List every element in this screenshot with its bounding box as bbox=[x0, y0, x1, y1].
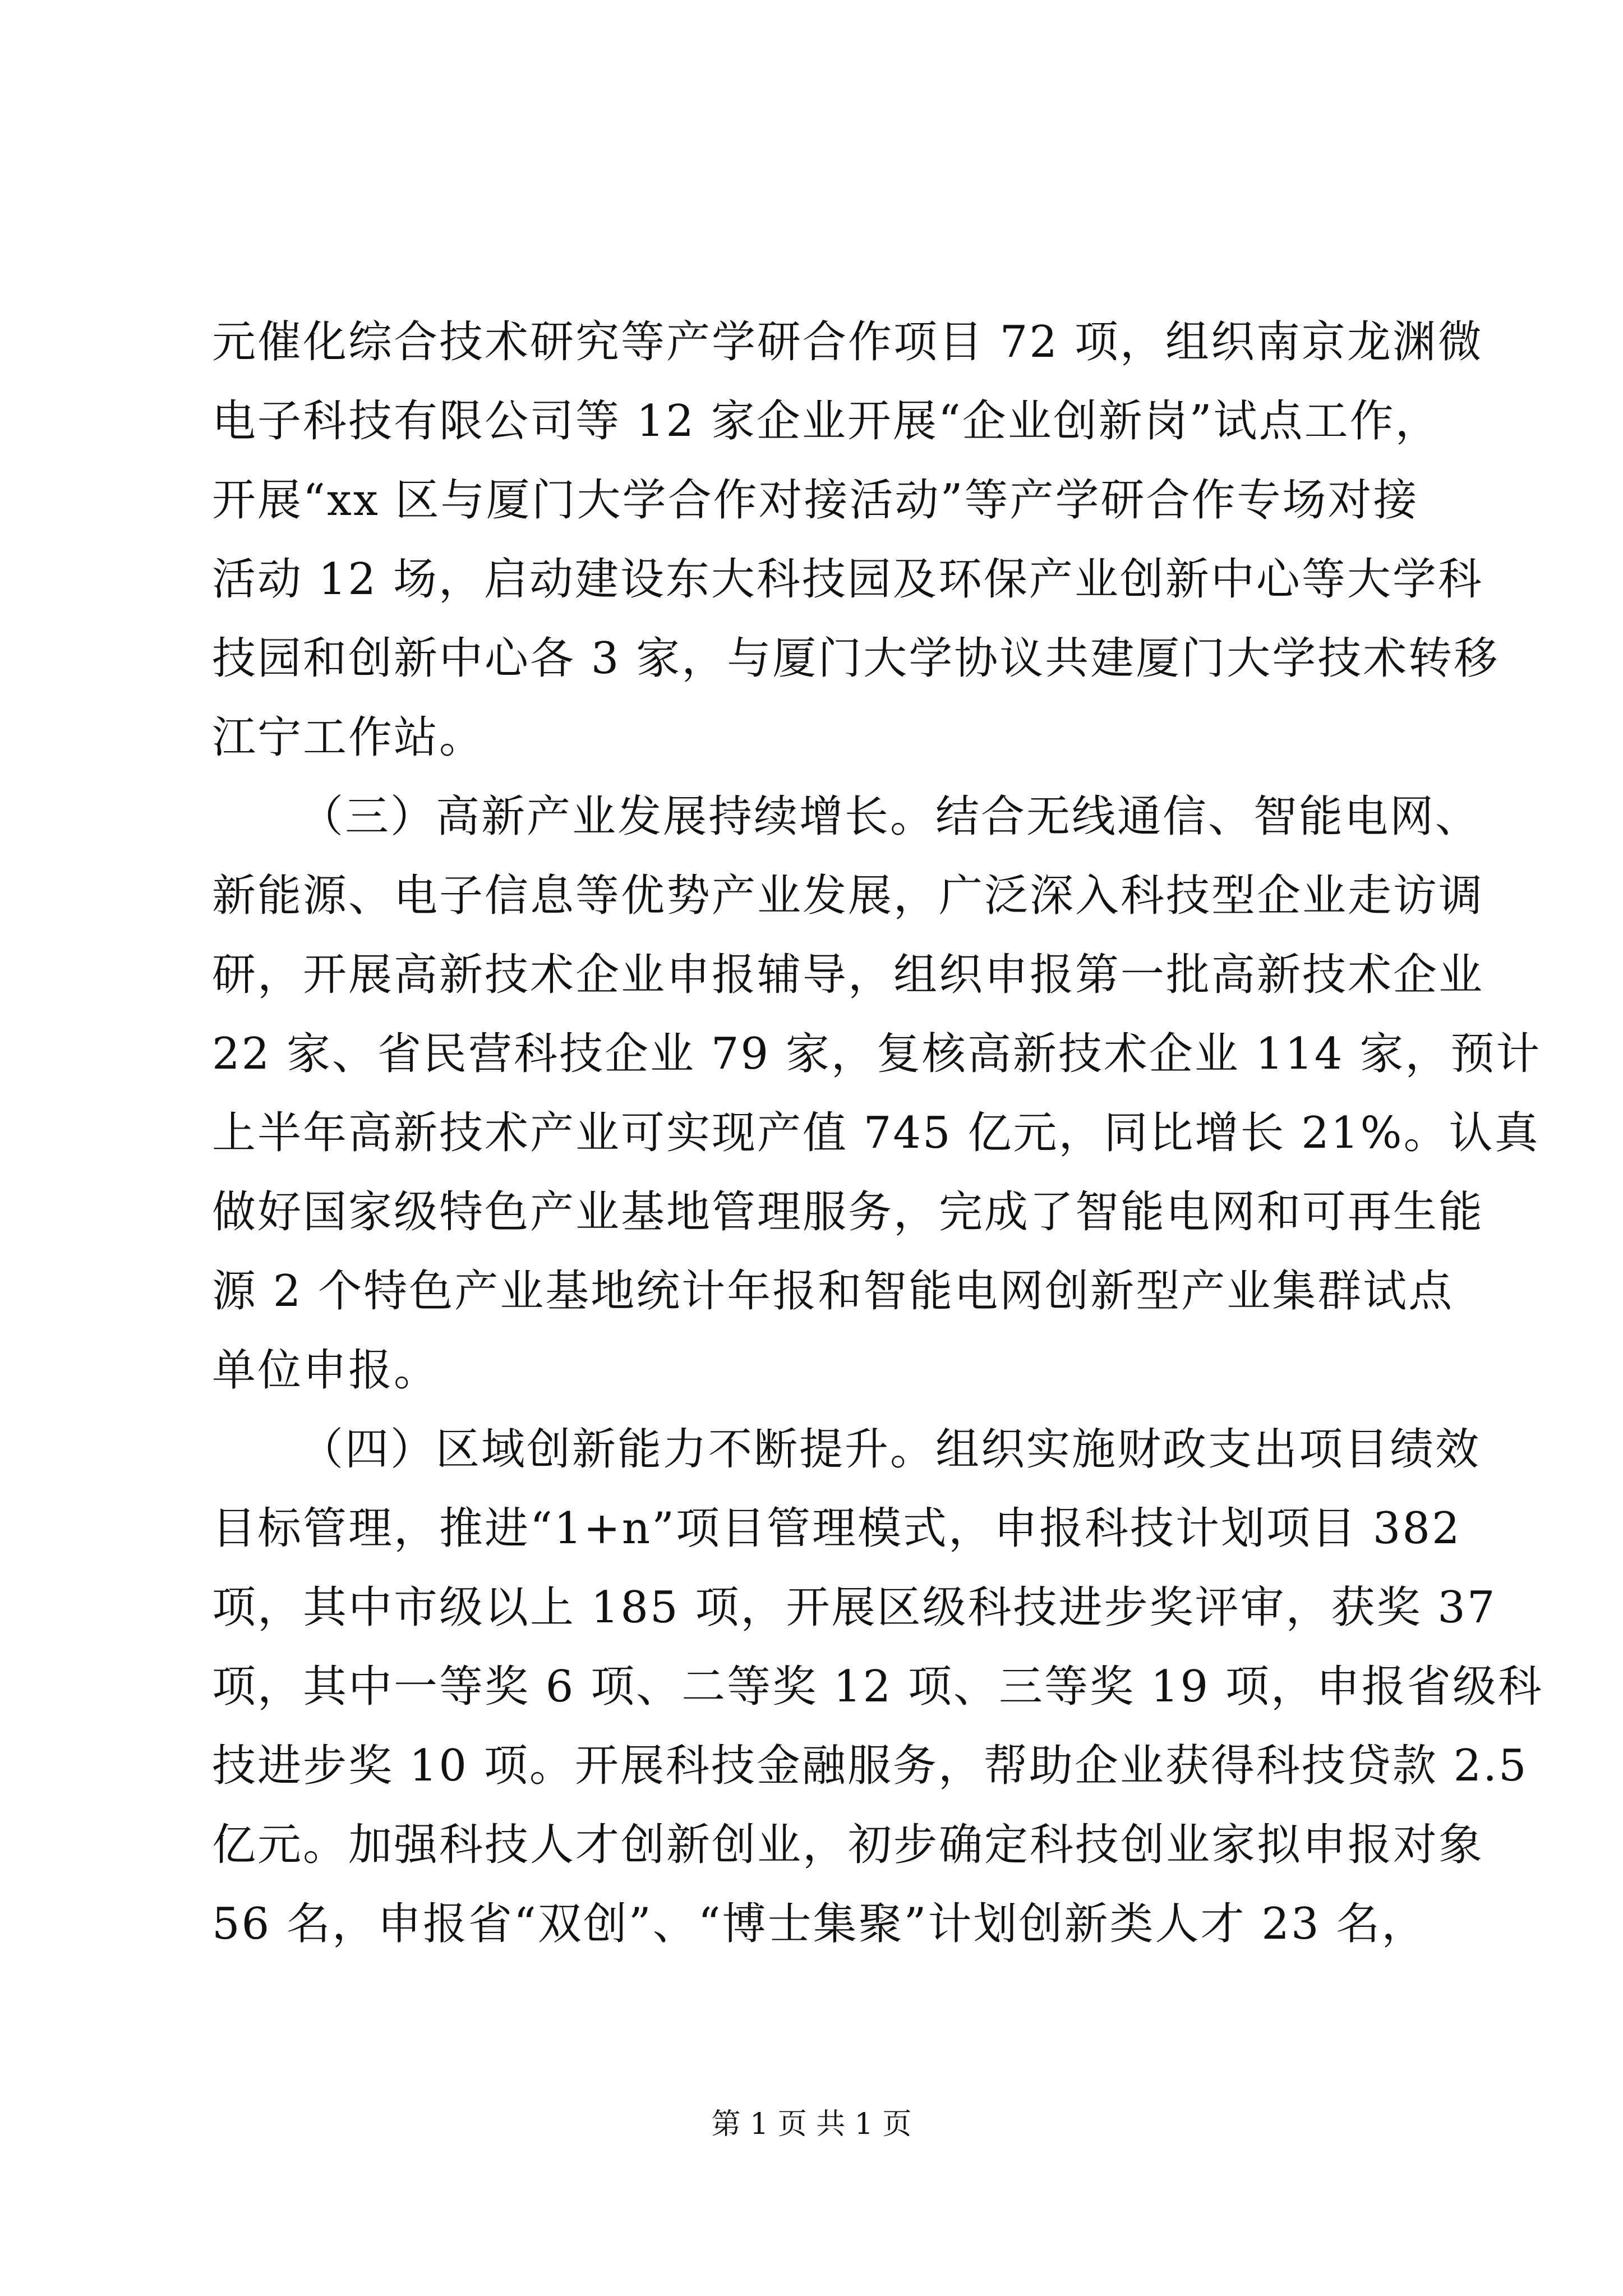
body-line: 22 家、省民营科技企业 79 家，复核高新技术企业 114 家，预计 bbox=[212, 1029, 1542, 1079]
body-line: 项，其中一等奖 6 项、二等奖 12 项、三等奖 19 项，申报省级科 bbox=[212, 1662, 1543, 1712]
body-line: 项，其中市级以上 185 项，开展区级科技进步奖评审，获奖 37 bbox=[212, 1582, 1497, 1633]
body-line: 研，开展高新技术企业申报辅导，组织申报第一批高新技术企业 bbox=[212, 950, 1484, 1000]
body-line: 江宁工作站。 bbox=[212, 712, 485, 763]
body-line: 上半年高新技术产业可实现产值 745 亿元，同比增长 21%。认真 bbox=[212, 1108, 1540, 1158]
body-line: 目标管理，推进“1+n”项目管理模式，申报科技计划项目 382 bbox=[212, 1503, 1461, 1554]
body-line: 元催化综合技术研究等产学研合作项目 72 项，组织南京龙渊微 bbox=[212, 317, 1483, 367]
body-line: 亿元。加强科技人才创新创业，初步确定科技创业家拟申报对象 bbox=[212, 1820, 1484, 1870]
body-line: 开展“xx 区与厦门大学合作对接活动”等产学研合作专场对接 bbox=[212, 475, 1419, 526]
body-line: 技进步奖 10 项。开展科技金融服务，帮助企业获得科技贷款 2.5 bbox=[212, 1741, 1528, 1791]
body-line: 活动 12 场，启动建设东大科技园及环保产业创新中心等大学科 bbox=[212, 554, 1483, 605]
body-line: 做好国家级特色产业基地管理服务，完成了智能电网和可再生能 bbox=[212, 1187, 1484, 1237]
body-line: （四）区域创新能力不断提升。组织实施财政支出项目绩效 bbox=[299, 1424, 1481, 1475]
body-line: 新能源、电子信息等优势产业发展，广泛深入科技型企业走访调 bbox=[212, 871, 1484, 921]
body-line: 源 2 个特色产业基地统计年报和智能电网创新型产业集群试点 bbox=[212, 1266, 1454, 1317]
body-line: 56 名，申报省“双创”、“博士集聚”计划创新类人才 23 名， bbox=[212, 1899, 1427, 1949]
body-line: 电子科技有限公司等 12 家企业开展“企业创新岗”试点工作， bbox=[212, 396, 1441, 447]
page-footer: 第 1 页 共 1 页 bbox=[711, 2108, 912, 2141]
document-body bbox=[212, 303, 1543, 1964]
body-line: 单位申报。 bbox=[212, 1345, 440, 1396]
body-line: （三）高新产业发展持续增长。结合无线通信、智能电网、 bbox=[299, 792, 1481, 842]
body-line: 技园和创新中心各 3 家，与厦门大学协议共建厦门大学技术转移 bbox=[212, 633, 1500, 684]
